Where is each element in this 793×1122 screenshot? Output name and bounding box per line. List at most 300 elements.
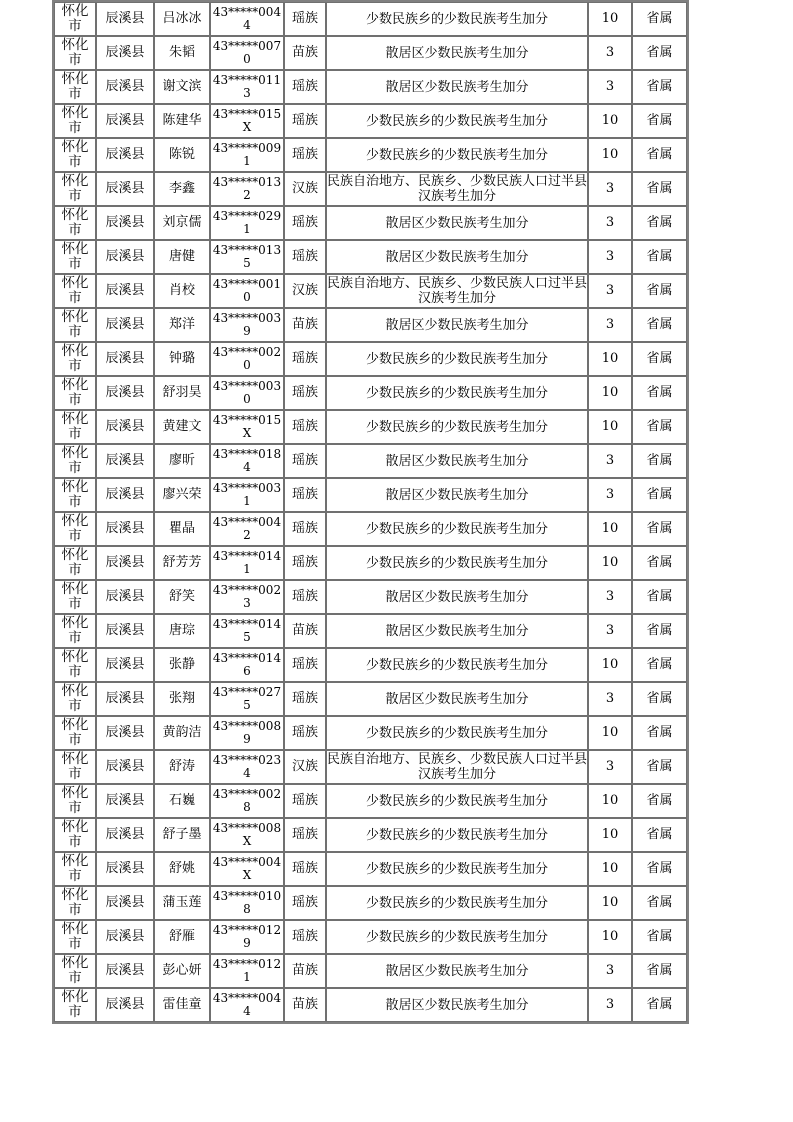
city-cell bbox=[54, 308, 96, 342]
level-cell bbox=[632, 750, 687, 784]
county-cell bbox=[96, 376, 154, 410]
ethnicity-text: 瑶族 bbox=[291, 487, 318, 502]
bonus-rule-cell bbox=[326, 172, 588, 206]
level-cell bbox=[632, 206, 687, 240]
level-text: 省属 bbox=[646, 521, 673, 536]
name-text: 肖校 bbox=[168, 283, 195, 298]
city-text: 怀化市 bbox=[61, 207, 89, 238]
bonus-rule-text: 少数民族乡的少数民族考生加分 bbox=[365, 11, 548, 27]
id-number-cell bbox=[210, 138, 284, 172]
name-cell bbox=[154, 988, 210, 1022]
name-cell bbox=[154, 410, 210, 444]
id-number-cell bbox=[210, 716, 284, 750]
level-text: 省属 bbox=[646, 827, 673, 842]
id-number-cell bbox=[210, 274, 284, 308]
id-number-cell bbox=[210, 36, 284, 70]
bonus-rule-cell bbox=[326, 954, 588, 988]
id-number-prefix: 43*****014 bbox=[212, 617, 282, 631]
city-cell bbox=[54, 376, 96, 410]
points-cell bbox=[588, 954, 632, 988]
bonus-rule-cell bbox=[326, 682, 588, 716]
id-number-prefix: 43*****003 bbox=[212, 481, 282, 495]
id-number-suffix: X bbox=[242, 426, 252, 440]
county-text: 辰溪县 bbox=[105, 759, 145, 774]
level-cell bbox=[632, 580, 687, 614]
ethnicity-text: 瑶族 bbox=[291, 215, 318, 230]
points-cell bbox=[588, 546, 632, 580]
county-cell bbox=[96, 36, 154, 70]
county-text: 辰溪县 bbox=[105, 385, 145, 400]
name-text: 舒笑 bbox=[168, 589, 195, 604]
id-number-cell bbox=[210, 818, 284, 852]
city-text: 怀化市 bbox=[61, 37, 89, 68]
points-cell bbox=[588, 70, 632, 104]
table-row bbox=[54, 648, 687, 682]
level-text: 省属 bbox=[646, 453, 673, 468]
id-number-suffix: 3 bbox=[243, 596, 251, 610]
points-cell bbox=[588, 104, 632, 138]
id-number-cell bbox=[210, 750, 284, 784]
level-text: 省属 bbox=[646, 45, 673, 60]
points-text: 3 bbox=[605, 283, 615, 298]
name-text: 谢文滨 bbox=[162, 79, 202, 94]
city-cell bbox=[54, 784, 96, 818]
ethnicity-cell bbox=[284, 70, 326, 104]
points-text: 10 bbox=[601, 521, 619, 536]
table-row bbox=[54, 716, 687, 750]
id-number-cell bbox=[210, 2, 284, 36]
points-cell bbox=[588, 988, 632, 1022]
level-text: 省属 bbox=[646, 215, 673, 230]
table-row bbox=[54, 512, 687, 546]
city-cell bbox=[54, 2, 96, 36]
points-text: 10 bbox=[601, 555, 619, 570]
points-cell bbox=[588, 920, 632, 954]
id-number-suffix: 4 bbox=[243, 460, 251, 474]
city-cell bbox=[54, 206, 96, 240]
level-cell bbox=[632, 988, 687, 1022]
ethnicity-text: 瑶族 bbox=[291, 521, 318, 536]
county-text: 辰溪县 bbox=[105, 997, 145, 1012]
name-text: 唐健 bbox=[168, 249, 195, 264]
ethnicity-cell bbox=[284, 2, 326, 36]
city-text: 怀化市 bbox=[61, 3, 89, 34]
points-text: 10 bbox=[601, 725, 619, 740]
bonus-rule-text: 少数民族乡的少数民族考生加分 bbox=[365, 827, 548, 843]
city-cell bbox=[54, 172, 96, 206]
county-cell bbox=[96, 104, 154, 138]
county-cell bbox=[96, 954, 154, 988]
bonus-rule-cell bbox=[326, 376, 588, 410]
bonus-rule-text: 散居区少数民族考生加分 bbox=[385, 589, 529, 605]
table-row bbox=[54, 308, 687, 342]
bonus-rule-text: 少数民族乡的少数民族考生加分 bbox=[365, 725, 548, 741]
level-text: 省属 bbox=[646, 555, 673, 570]
points-cell bbox=[588, 784, 632, 818]
county-cell bbox=[96, 308, 154, 342]
points-cell bbox=[588, 682, 632, 716]
points-cell bbox=[588, 274, 632, 308]
points-text: 3 bbox=[605, 181, 615, 196]
level-text: 省属 bbox=[646, 351, 673, 366]
id-number-suffix: 4 bbox=[243, 1004, 251, 1018]
name-cell bbox=[154, 648, 210, 682]
ethnicity-text: 瑶族 bbox=[291, 79, 318, 94]
ethnicity-text: 瑶族 bbox=[291, 657, 318, 672]
city-cell bbox=[54, 410, 96, 444]
city-text: 怀化市 bbox=[61, 921, 89, 952]
points-text: 3 bbox=[605, 963, 615, 978]
bonus-rule-cell bbox=[326, 410, 588, 444]
id-number-suffix: 9 bbox=[243, 732, 251, 746]
id-number-suffix: 8 bbox=[243, 800, 251, 814]
county-cell bbox=[96, 478, 154, 512]
ethnicity-cell bbox=[284, 172, 326, 206]
level-text: 省属 bbox=[646, 963, 673, 978]
city-cell bbox=[54, 750, 96, 784]
ethnicity-text: 苗族 bbox=[291, 963, 318, 978]
level-text: 省属 bbox=[646, 113, 673, 128]
name-cell bbox=[154, 750, 210, 784]
county-cell bbox=[96, 920, 154, 954]
ethnicity-text: 瑶族 bbox=[291, 453, 318, 468]
county-text: 辰溪县 bbox=[105, 895, 145, 910]
id-number-prefix: 43*****027 bbox=[212, 685, 282, 699]
city-cell bbox=[54, 444, 96, 478]
ethnicity-cell bbox=[284, 614, 326, 648]
ethnicity-cell bbox=[284, 920, 326, 954]
county-text: 辰溪县 bbox=[105, 79, 145, 94]
bonus-rule-cell bbox=[326, 750, 588, 784]
id-number-cell bbox=[210, 682, 284, 716]
bonus-rule-cell bbox=[326, 988, 588, 1022]
county-cell bbox=[96, 206, 154, 240]
points-cell bbox=[588, 444, 632, 478]
id-number-prefix: 43*****003 bbox=[212, 311, 282, 325]
city-text: 怀化市 bbox=[61, 955, 89, 986]
id-number-suffix: 4 bbox=[243, 18, 251, 32]
id-number-suffix: 1 bbox=[243, 154, 251, 168]
county-cell bbox=[96, 988, 154, 1022]
name-text: 钟璐 bbox=[168, 351, 195, 366]
points-text: 3 bbox=[605, 453, 615, 468]
county-text: 辰溪县 bbox=[105, 827, 145, 842]
county-cell bbox=[96, 648, 154, 682]
id-number-cell bbox=[210, 376, 284, 410]
city-text: 怀化市 bbox=[61, 615, 89, 646]
name-cell bbox=[154, 172, 210, 206]
name-text: 黄韵洁 bbox=[162, 725, 202, 740]
points-cell bbox=[588, 206, 632, 240]
name-text: 唐琮 bbox=[168, 623, 195, 638]
bonus-rule-text: 散居区少数民族考生加分 bbox=[385, 487, 529, 503]
city-text: 怀化市 bbox=[61, 751, 89, 782]
points-cell bbox=[588, 580, 632, 614]
city-cell bbox=[54, 342, 96, 376]
name-text: 张翔 bbox=[168, 691, 195, 706]
id-number-cell bbox=[210, 172, 284, 206]
city-text: 怀化市 bbox=[61, 785, 89, 816]
points-cell bbox=[588, 308, 632, 342]
id-number-prefix: 43*****008 bbox=[212, 821, 282, 835]
city-text: 怀化市 bbox=[61, 989, 89, 1020]
county-cell bbox=[96, 750, 154, 784]
city-cell bbox=[54, 478, 96, 512]
level-text: 省属 bbox=[646, 79, 673, 94]
table-row bbox=[54, 886, 687, 920]
name-text: 舒雁 bbox=[168, 929, 195, 944]
ethnicity-cell bbox=[284, 138, 326, 172]
id-number-suffix: 0 bbox=[243, 52, 251, 66]
name-text: 舒羽昊 bbox=[162, 385, 202, 400]
name-cell bbox=[154, 920, 210, 954]
ethnicity-cell bbox=[284, 410, 326, 444]
city-text: 怀化市 bbox=[61, 717, 89, 748]
county-cell bbox=[96, 70, 154, 104]
level-text: 省属 bbox=[646, 997, 673, 1012]
county-cell bbox=[96, 410, 154, 444]
ethnicity-cell bbox=[284, 308, 326, 342]
level-cell bbox=[632, 648, 687, 682]
county-cell bbox=[96, 444, 154, 478]
id-number-cell bbox=[210, 580, 284, 614]
points-cell bbox=[588, 716, 632, 750]
points-cell bbox=[588, 240, 632, 274]
table-row bbox=[54, 274, 687, 308]
city-cell bbox=[54, 818, 96, 852]
id-number-prefix: 43*****013 bbox=[212, 243, 282, 257]
name-text: 廖兴荣 bbox=[162, 487, 202, 502]
level-cell bbox=[632, 104, 687, 138]
points-text: 10 bbox=[601, 929, 619, 944]
points-text: 3 bbox=[605, 997, 615, 1012]
name-text: 瞿晶 bbox=[168, 521, 195, 536]
level-cell bbox=[632, 886, 687, 920]
id-number-prefix: 43*****002 bbox=[212, 583, 282, 597]
bonus-rule-text: 少数民族乡的少数民族考生加分 bbox=[365, 113, 548, 129]
id-number-suffix: 0 bbox=[243, 358, 251, 372]
ethnicity-text: 汉族 bbox=[291, 181, 318, 196]
id-number-suffix: 2 bbox=[243, 188, 251, 202]
points-text: 3 bbox=[605, 589, 615, 604]
id-number-prefix: 43*****004 bbox=[212, 515, 282, 529]
city-cell bbox=[54, 954, 96, 988]
ethnicity-text: 瑶族 bbox=[291, 589, 318, 604]
name-cell bbox=[154, 614, 210, 648]
city-cell bbox=[54, 512, 96, 546]
points-cell bbox=[588, 614, 632, 648]
ethnicity-cell bbox=[284, 274, 326, 308]
ethnicity-text: 瑶族 bbox=[291, 827, 318, 842]
bonus-rule-text: 少数民族乡的少数民族考生加分 bbox=[365, 895, 548, 911]
county-text: 辰溪县 bbox=[105, 215, 145, 230]
id-number-suffix: 0 bbox=[243, 392, 251, 406]
name-cell bbox=[154, 512, 210, 546]
ethnicity-cell bbox=[284, 240, 326, 274]
county-text: 辰溪县 bbox=[105, 793, 145, 808]
id-number-suffix: 5 bbox=[243, 256, 251, 270]
id-number-prefix: 43*****002 bbox=[212, 787, 282, 801]
id-number-cell bbox=[210, 886, 284, 920]
bonus-rule-text: 散居区少数民族考生加分 bbox=[385, 623, 529, 639]
level-text: 省属 bbox=[646, 487, 673, 502]
bonus-rule-text: 散居区少数民族考生加分 bbox=[385, 691, 529, 707]
name-cell bbox=[154, 138, 210, 172]
bonus-rule-text: 民族自治地方、民族乡、少数民族人口过半县汉族考生加分 bbox=[327, 174, 588, 204]
bonus-rule-cell bbox=[326, 546, 588, 580]
id-number-suffix: 2 bbox=[243, 528, 251, 542]
level-cell bbox=[632, 274, 687, 308]
points-text: 10 bbox=[601, 351, 619, 366]
level-text: 省属 bbox=[646, 11, 673, 26]
bonus-rule-text: 散居区少数民族考生加分 bbox=[385, 45, 529, 61]
level-cell bbox=[632, 444, 687, 478]
id-number-prefix: 43*****001 bbox=[212, 277, 282, 291]
ethnicity-cell bbox=[284, 750, 326, 784]
ethnicity-text: 瑶族 bbox=[291, 351, 318, 366]
points-text: 10 bbox=[601, 11, 619, 26]
county-text: 辰溪县 bbox=[105, 317, 145, 332]
bonus-rule-text: 少数民族乡的少数民族考生加分 bbox=[365, 929, 548, 945]
id-number-prefix: 43*****004 bbox=[212, 991, 282, 1005]
level-cell bbox=[632, 36, 687, 70]
ethnicity-text: 瑶族 bbox=[291, 113, 318, 128]
points-cell bbox=[588, 172, 632, 206]
ethnicity-text: 瑶族 bbox=[291, 793, 318, 808]
bonus-rule-cell bbox=[326, 274, 588, 308]
points-cell bbox=[588, 410, 632, 444]
name-cell bbox=[154, 206, 210, 240]
bonus-rule-text: 少数民族乡的少数民族考生加分 bbox=[365, 793, 548, 809]
level-cell bbox=[632, 682, 687, 716]
id-number-cell bbox=[210, 444, 284, 478]
county-cell bbox=[96, 138, 154, 172]
city-text: 怀化市 bbox=[61, 71, 89, 102]
points-cell bbox=[588, 886, 632, 920]
bonus-rule-text: 少数民族乡的少数民族考生加分 bbox=[365, 657, 548, 673]
ethnicity-cell bbox=[284, 478, 326, 512]
id-number-suffix: 1 bbox=[243, 562, 251, 576]
bonus-rule-text: 少数民族乡的少数民族考生加分 bbox=[365, 521, 548, 537]
table-row bbox=[54, 240, 687, 274]
table-row bbox=[54, 682, 687, 716]
county-cell bbox=[96, 172, 154, 206]
bonus-rule-cell bbox=[326, 920, 588, 954]
table-row bbox=[54, 784, 687, 818]
bonus-rule-cell bbox=[326, 852, 588, 886]
bonus-rule-text: 散居区少数民族考生加分 bbox=[385, 215, 529, 231]
name-text: 朱韬 bbox=[168, 45, 195, 60]
city-text: 怀化市 bbox=[61, 547, 89, 578]
county-cell bbox=[96, 546, 154, 580]
name-cell bbox=[154, 818, 210, 852]
county-text: 辰溪县 bbox=[105, 589, 145, 604]
level-cell bbox=[632, 308, 687, 342]
points-text: 10 bbox=[601, 861, 619, 876]
ethnicity-text: 瑶族 bbox=[291, 419, 318, 434]
id-number-prefix: 43*****003 bbox=[212, 379, 282, 393]
points-cell bbox=[588, 138, 632, 172]
id-number-suffix: 4 bbox=[243, 766, 251, 780]
points-text: 10 bbox=[601, 895, 619, 910]
name-cell bbox=[154, 546, 210, 580]
level-cell bbox=[632, 478, 687, 512]
city-cell bbox=[54, 614, 96, 648]
ethnicity-text: 苗族 bbox=[291, 623, 318, 638]
points-text: 3 bbox=[605, 249, 615, 264]
name-text: 陈建华 bbox=[162, 113, 202, 128]
county-cell bbox=[96, 716, 154, 750]
ethnicity-text: 瑶族 bbox=[291, 385, 318, 400]
table-row bbox=[54, 70, 687, 104]
ethnicity-text: 苗族 bbox=[291, 317, 318, 332]
level-cell bbox=[632, 614, 687, 648]
id-number-cell bbox=[210, 614, 284, 648]
bonus-rule-text: 少数民族乡的少数民族考生加分 bbox=[365, 419, 548, 435]
points-cell bbox=[588, 852, 632, 886]
city-text: 怀化市 bbox=[61, 649, 89, 680]
name-cell bbox=[154, 274, 210, 308]
city-cell bbox=[54, 138, 96, 172]
points-cell bbox=[588, 512, 632, 546]
id-number-cell bbox=[210, 478, 284, 512]
bonus-rule-text: 少数民族乡的少数民族考生加分 bbox=[365, 861, 548, 877]
id-number-prefix: 43*****023 bbox=[212, 753, 282, 767]
table-row bbox=[54, 818, 687, 852]
county-cell bbox=[96, 784, 154, 818]
level-text: 省属 bbox=[646, 759, 673, 774]
county-cell bbox=[96, 342, 154, 376]
bonus-rule-cell bbox=[326, 444, 588, 478]
county-text: 辰溪县 bbox=[105, 487, 145, 502]
city-text: 怀化市 bbox=[61, 513, 89, 544]
county-cell bbox=[96, 886, 154, 920]
bonus-rule-cell bbox=[326, 240, 588, 274]
points-cell bbox=[588, 2, 632, 36]
id-number-cell bbox=[210, 648, 284, 682]
points-text: 3 bbox=[605, 45, 615, 60]
city-cell bbox=[54, 546, 96, 580]
id-number-prefix: 43*****007 bbox=[212, 39, 282, 53]
table-row bbox=[54, 546, 687, 580]
city-text: 怀化市 bbox=[61, 241, 89, 272]
id-number-prefix: 43*****004 bbox=[212, 855, 282, 869]
name-cell bbox=[154, 580, 210, 614]
level-cell bbox=[632, 512, 687, 546]
ethnicity-text: 汉族 bbox=[291, 283, 318, 298]
county-text: 辰溪县 bbox=[105, 521, 145, 536]
city-text: 怀化市 bbox=[61, 173, 89, 204]
id-number-prefix: 43*****009 bbox=[212, 141, 282, 155]
name-cell bbox=[154, 240, 210, 274]
ethnicity-cell bbox=[284, 818, 326, 852]
level-cell bbox=[632, 410, 687, 444]
level-text: 省属 bbox=[646, 861, 673, 876]
name-text: 张静 bbox=[168, 657, 195, 672]
id-number-cell bbox=[210, 988, 284, 1022]
table-row bbox=[54, 172, 687, 206]
table-row bbox=[54, 206, 687, 240]
id-number-suffix: 5 bbox=[243, 698, 251, 712]
name-cell bbox=[154, 716, 210, 750]
points-text: 10 bbox=[601, 827, 619, 842]
id-number-cell bbox=[210, 206, 284, 240]
name-cell bbox=[154, 478, 210, 512]
level-text: 省属 bbox=[646, 283, 673, 298]
county-cell bbox=[96, 512, 154, 546]
ethnicity-cell bbox=[284, 342, 326, 376]
level-text: 省属 bbox=[646, 895, 673, 910]
